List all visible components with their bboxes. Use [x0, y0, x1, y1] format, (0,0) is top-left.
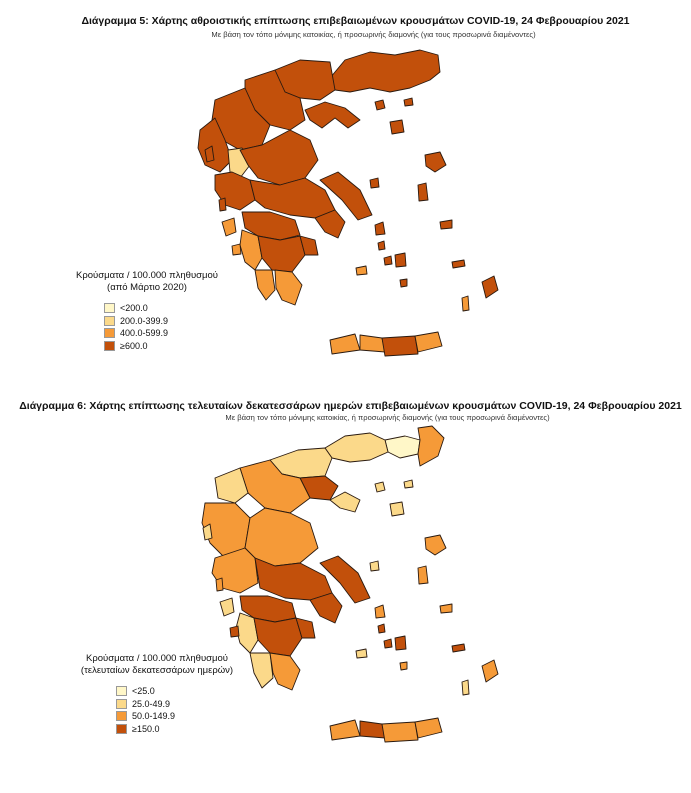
- map-legend: [62, 270, 232, 352]
- legend-class-label: 25.0-49.9: [132, 698, 171, 709]
- island-santorini: [400, 662, 407, 670]
- island-kefalonia: [222, 218, 236, 236]
- legend-swatch: [104, 316, 115, 326]
- legend-class-label: 400.0-599.9: [120, 328, 169, 339]
- island-naxos: [395, 636, 406, 650]
- legend-heading-line2: (τελευταίων δεκατεσσάρων ημερών): [80, 665, 234, 676]
- legend-swatch: [104, 341, 115, 351]
- region-messinia: [255, 270, 275, 300]
- island-lefkada: [216, 578, 223, 591]
- figure-subtitle: Με βάση τον τόπο μόνιμης κατοικίας, ή προσωρινής διαμονής (για τους προσωρινά διαμένοντες): [225, 413, 550, 422]
- island-crete-central-2: [382, 722, 418, 742]
- legend-class-2: [104, 315, 232, 328]
- figure-subtitle: Με βάση τον τόπο μόνιμης κατοικίας, ή προσωρινής διαμονής (για τους προσωρινά διαμένοντες): [211, 30, 536, 39]
- island-lemnos: [390, 120, 404, 134]
- island-crete-central-1: [360, 335, 385, 352]
- map-legend: [62, 653, 252, 735]
- island-karpathos: [462, 296, 469, 311]
- legend-heading-line2: (από Μάρτιο 2020): [107, 282, 187, 293]
- legend-heading-line1: Κρούσματα / 100.000 πληθυσμού: [86, 653, 228, 664]
- legend-class-label: ≥150.0: [132, 723, 160, 734]
- island-thasos: [375, 100, 385, 110]
- island-syros: [378, 241, 385, 250]
- island-zakynthos: [232, 244, 241, 255]
- legend-class-1: [104, 302, 232, 315]
- legend-swatch: [116, 711, 127, 721]
- island-lefkada: [219, 198, 226, 211]
- island-milos: [356, 649, 367, 658]
- island-lemnos: [390, 502, 404, 516]
- island-crete-west: [330, 334, 360, 354]
- legend-class-4: [116, 723, 252, 736]
- region-central-greece: [255, 558, 332, 600]
- region-evros: [418, 426, 444, 466]
- island-crete-central-1: [360, 721, 385, 738]
- legend-class-label: ≥600.0: [120, 340, 148, 351]
- legend-class-label: <25.0: [132, 686, 155, 697]
- island-samothraki: [404, 98, 413, 106]
- region-laconia: [275, 270, 302, 305]
- legend-class-list: [104, 302, 232, 352]
- island-andros: [375, 222, 385, 235]
- island-skyros: [370, 561, 379, 571]
- island-lesvos: [425, 535, 446, 555]
- island-milos: [356, 266, 367, 275]
- island-naxos: [395, 253, 406, 267]
- island-santorini: [400, 279, 407, 287]
- legend-swatch: [116, 686, 127, 696]
- region-halkidiki: [330, 492, 360, 512]
- island-thasos: [375, 482, 385, 492]
- legend-class-label: 200.0-399.9: [120, 315, 169, 326]
- island-rhodes: [482, 276, 498, 298]
- region-laconia: [270, 653, 300, 690]
- legend-heading-line1: Κρούσματα / 100.000 πληθυσμού: [76, 270, 218, 281]
- island-lesvos: [425, 152, 446, 172]
- map-regions: [198, 50, 440, 305]
- legend-class-3: [104, 327, 232, 340]
- legend-class-1: [116, 685, 252, 698]
- island-karpathos: [462, 680, 469, 695]
- legend-class-3: [116, 710, 252, 723]
- map-regions: [202, 426, 444, 690]
- cumulative-incidence-map-figure: [0, 0, 691, 388]
- island-samos: [440, 220, 452, 229]
- island-crete-east: [415, 718, 442, 738]
- region-halkidiki: [305, 102, 360, 128]
- island-kos: [452, 644, 465, 652]
- region-thrace-east: [385, 436, 420, 458]
- island-rhodes: [482, 660, 498, 682]
- island-skyros: [370, 178, 379, 188]
- figure-title: Διάγραμμα 5: Χάρτης αθροιστικής επίπτωσης επιβεβαιωμένων κρουσμάτων COVID-19, 24 Φεβρουαρίου 2021: [81, 15, 630, 27]
- island-andros: [375, 605, 385, 618]
- island-kos: [452, 260, 465, 268]
- island-syros: [378, 624, 385, 633]
- island-crete-east: [415, 332, 442, 352]
- region-arcadia: [258, 236, 305, 272]
- fourteen-day-incidence-map-figure: [0, 388, 691, 793]
- region-thrace: [330, 50, 440, 92]
- island-samos: [440, 604, 452, 613]
- legend-swatch: [116, 724, 127, 734]
- legend-swatch: [104, 328, 115, 338]
- island-crete-west: [330, 720, 360, 740]
- island-kefalonia: [220, 598, 234, 616]
- island-chios: [418, 566, 428, 584]
- region-thrace-west: [325, 433, 388, 462]
- region-thessaly: [245, 508, 318, 566]
- legend-class-2: [116, 698, 252, 711]
- island-zakynthos: [230, 626, 239, 637]
- legend-class-label: <200.0: [120, 303, 148, 314]
- region-messinia: [250, 653, 273, 688]
- island-crete-central-2: [382, 336, 418, 356]
- legend-swatch: [116, 699, 127, 709]
- legend-class-list: [116, 685, 252, 735]
- legend-class-label: 50.0-149.9: [132, 711, 176, 722]
- island-chios: [418, 183, 428, 201]
- legend-class-4: [104, 340, 232, 353]
- figure-title: Διάγραμμα 6: Χάρτης επίπτωσης τελευταίων δεκατεσσάρων ημερών επιβεβαιωμένων κρουσμάτων COVID-19, 24 Φεβρουαρίου 2021: [19, 400, 682, 412]
- legend-swatch: [104, 303, 115, 313]
- island-paros: [384, 639, 392, 648]
- island-paros: [384, 256, 392, 265]
- island-samothraki: [404, 480, 413, 488]
- region-arcadia: [254, 618, 302, 656]
